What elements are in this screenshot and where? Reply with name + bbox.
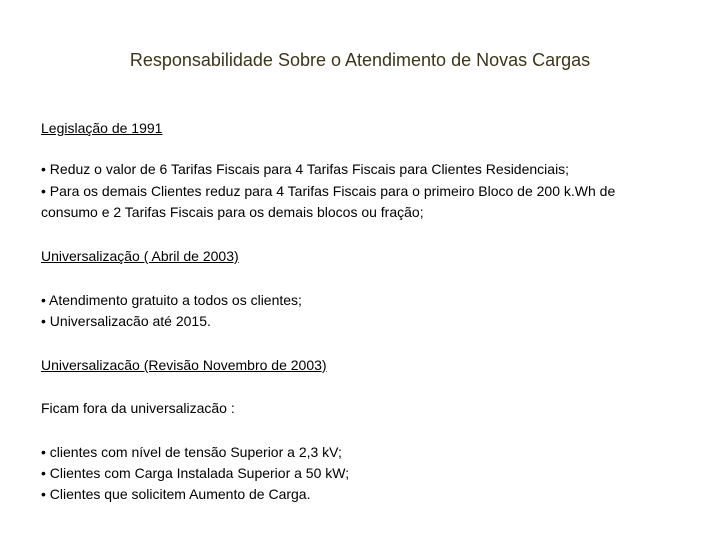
universalizacao-line-1: • Atendimento gratuito a todos os clientes; bbox=[41, 292, 302, 308]
legislacao-line-3: consumo e 2 Tarifas Fiscais para os demais blocos ou fração; bbox=[41, 204, 424, 220]
section-universalizacao-heading: Universalização ( Abril de 2003) bbox=[41, 248, 239, 264]
slide-title: Responsabilidade Sobre o Atendimento de Novas Cargas bbox=[129, 50, 591, 70]
section-legislacao-heading: Legislação de 1991 bbox=[41, 120, 163, 136]
section-revisao-heading: Universalizacão (Revisão Novembro de 2003) bbox=[41, 357, 327, 373]
legislacao-line-1: • Reduz o valor de 6 Tarifas Fiscais para 4 Tarifas Fiscais para Clientes Residenciais; bbox=[41, 161, 570, 177]
legislacao-line-2: • Para os demais Clientes reduz para 4 Tarifas Fiscais para o primeiro Bloco de 200 k.Wh de bbox=[41, 183, 616, 199]
revisao-line-2: • Clientes com Carga Instalada Superior a 50 kW; bbox=[41, 465, 350, 481]
revisao-line-1: • clientes com nível de tensão Superior a 2,3 kV; bbox=[41, 444, 342, 460]
revisao-line-3: • Clientes que solicitem Aumento de Carga. bbox=[41, 486, 311, 502]
revisao-intro: Ficam fora da universalizacão : bbox=[41, 400, 235, 416]
universalizacao-line-2: • Universalizacão até 2015. bbox=[41, 313, 211, 329]
